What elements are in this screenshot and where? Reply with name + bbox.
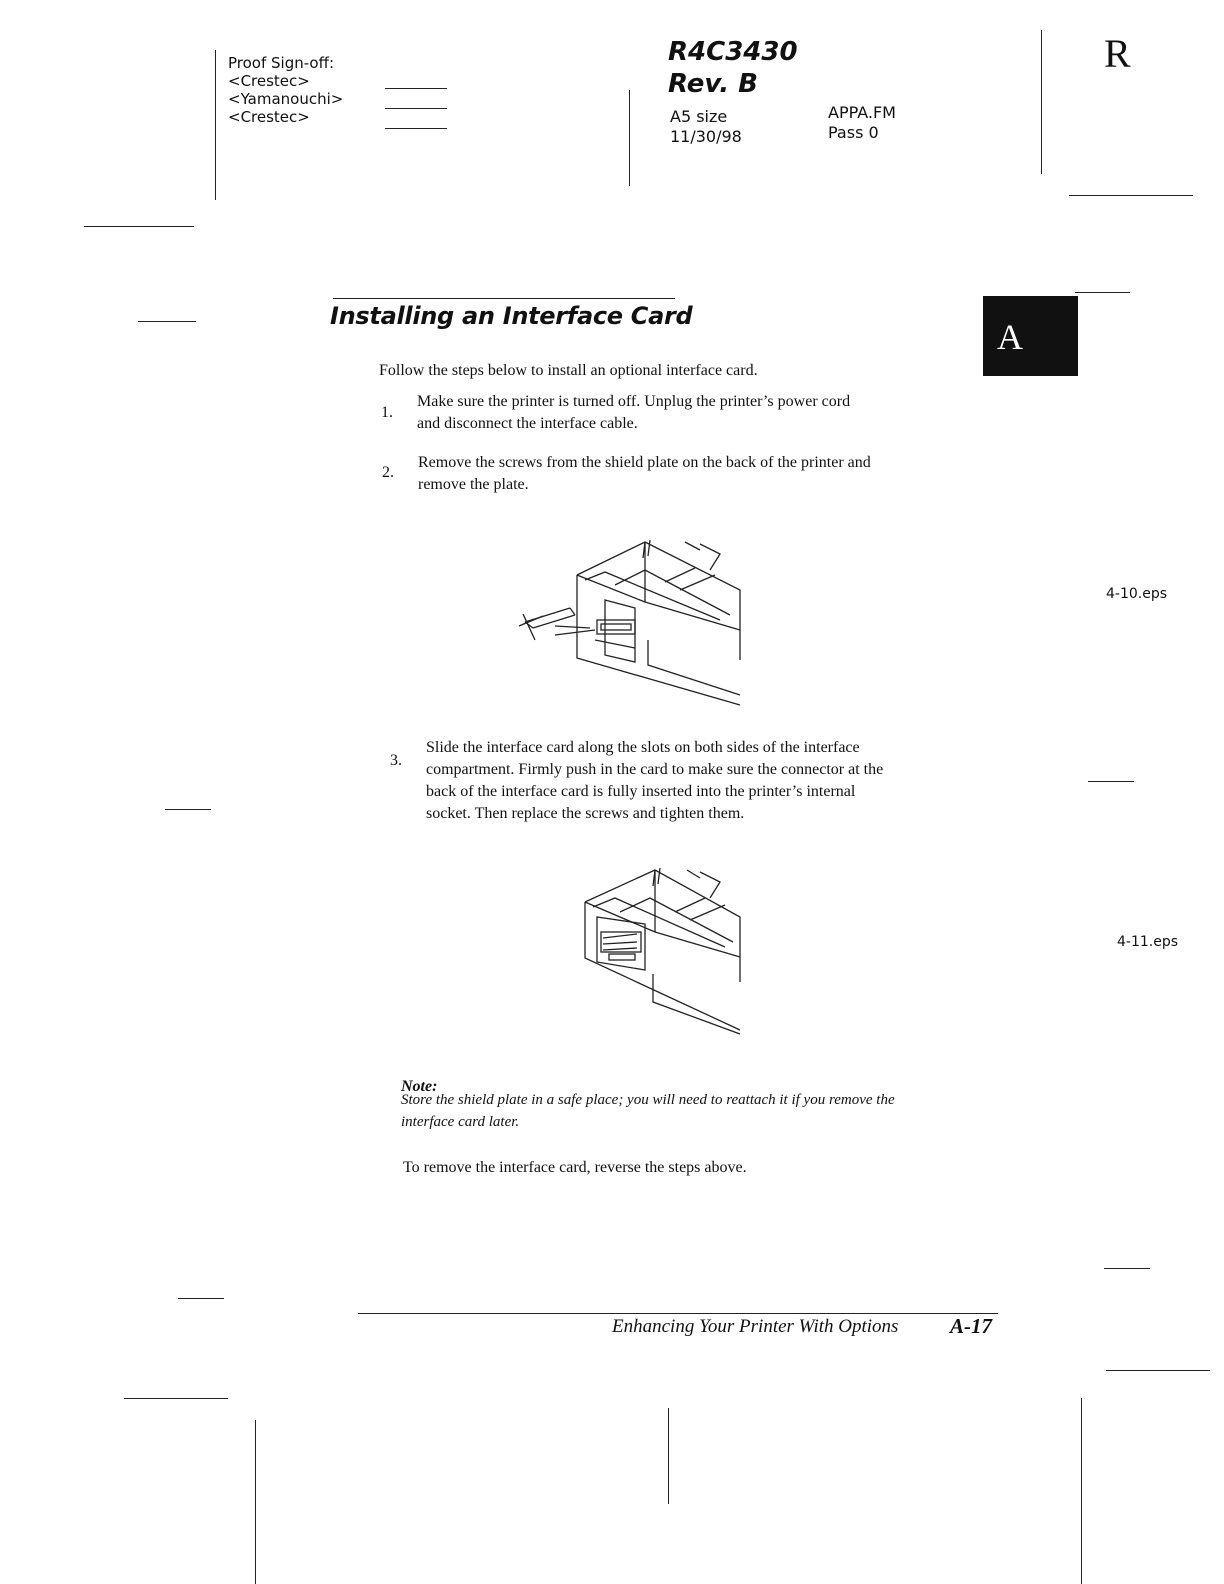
proof-entry: <Yamanouchi> [228, 90, 344, 108]
crop-mark [215, 50, 216, 200]
crop-mark [138, 321, 196, 322]
note-label: Note: [401, 1078, 438, 1095]
step-line: compartment. Firmly push in the card to make sure the connector at the [426, 761, 884, 778]
crop-mark [1041, 30, 1042, 174]
crop-mark [1104, 1268, 1150, 1269]
crop-mark [1075, 292, 1130, 293]
document-date: 11/30/98 [670, 127, 742, 146]
signature-line [385, 128, 447, 129]
document-revision: Rev. B [668, 69, 758, 99]
step-line: back of the interface card is fully inserted into the printer’s internal [426, 783, 856, 800]
crop-mark [1069, 195, 1193, 196]
step-line: and disconnect the interface cable. [417, 415, 638, 432]
crop-mark [178, 1298, 224, 1299]
printer-shield-plate-illustration [515, 530, 755, 710]
intro-paragraph: Follow the steps below to install an optional interface card. [379, 362, 758, 379]
document-code: R4C3430 [668, 37, 798, 67]
step-line: Remove the screws from the shield plate on the back of the printer and [418, 454, 871, 471]
chapter-tab [983, 296, 1078, 376]
step-line: Slide the interface card along the slots on both sides of the interface [426, 739, 860, 756]
step-line: socket. Then replace the screws and tighten them. [426, 805, 745, 822]
corner-letter: R [1104, 31, 1131, 76]
crop-mark [165, 809, 211, 810]
heading-rule [333, 298, 675, 299]
step-line: Make sure the printer is turned off. Unplug the printer’s power cord [417, 393, 851, 410]
step-text [426, 737, 883, 825]
step-number: 2. [382, 464, 394, 481]
crop-mark [84, 226, 194, 227]
page-size: A5 size [670, 107, 728, 126]
crop-mark [124, 1398, 228, 1399]
section-heading: Installing an Interface Card [330, 302, 693, 330]
step-line: remove the plate. [418, 476, 529, 493]
crop-mark [629, 90, 630, 186]
proof-title: Proof Sign-off: [228, 54, 334, 72]
signature-line [385, 108, 447, 109]
step-text [418, 452, 871, 496]
step-number: 3. [390, 752, 402, 769]
pass-number: Pass 0 [828, 123, 879, 142]
footer-chapter-title: Enhancing Your Printer With Options [612, 1316, 899, 1337]
document-id [668, 36, 798, 100]
crop-mark [1088, 781, 1134, 782]
printer-interface-card-illustration [575, 862, 755, 1040]
page-number: A-17 [950, 1314, 992, 1338]
figure-filename: 4-11.eps [1117, 934, 1179, 950]
chapter-tab-letter: A [997, 317, 1023, 357]
proof-entry: <Crestec> [228, 108, 310, 126]
proof-entry: <Crestec> [228, 72, 310, 90]
crop-mark [1081, 1398, 1082, 1584]
proof-signoff [228, 54, 343, 126]
file-name: APPA.FM [828, 103, 896, 122]
figure-filename: 4-10.eps [1106, 586, 1168, 602]
signature-line [385, 88, 447, 89]
note-text [401, 1089, 895, 1133]
note-line: interface card later. [401, 1114, 520, 1130]
closing-paragraph: To remove the interface card, reverse the steps above. [403, 1159, 747, 1176]
note-line: Store the shield plate in a safe place; you will need to reattach it if you remove the [401, 1092, 895, 1108]
crop-mark [255, 1420, 256, 1584]
crop-mark [668, 1408, 669, 1504]
crop-mark [1106, 1370, 1210, 1371]
footer-rule [358, 1313, 998, 1314]
step-text [417, 391, 850, 435]
step-number: 1. [381, 404, 393, 421]
